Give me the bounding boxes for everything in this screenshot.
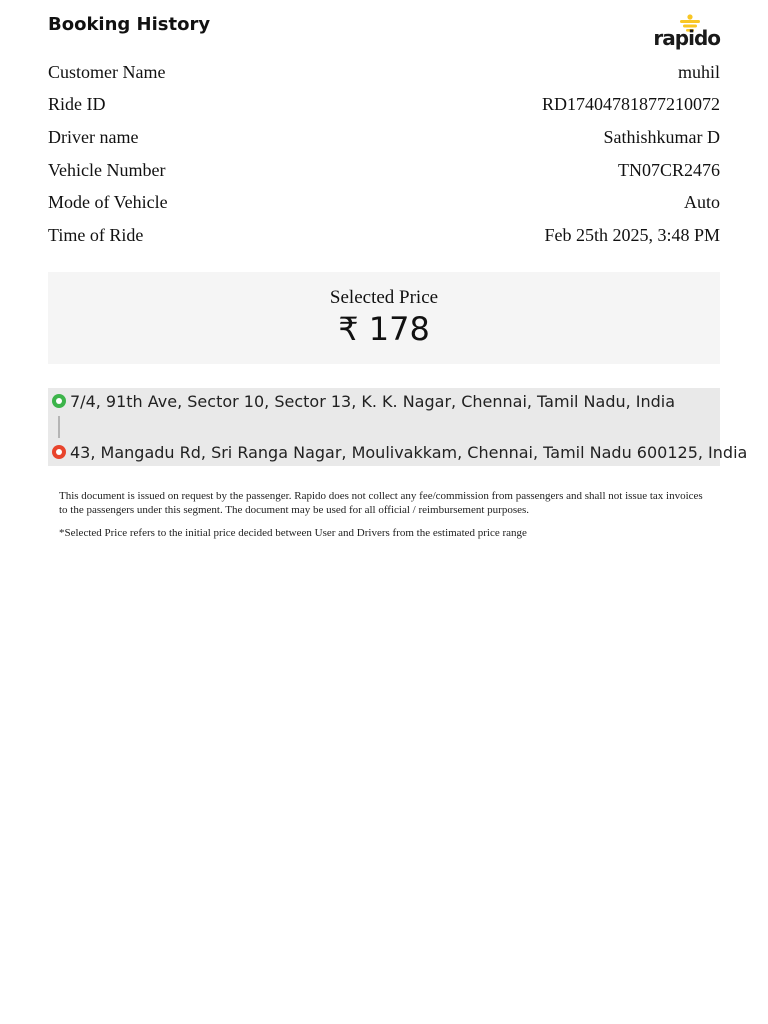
detail-value: Feb 25th 2025, 3:48 PM (544, 224, 720, 245)
route-box (48, 388, 748, 466)
drop-location (48, 439, 748, 465)
rapido-logo (653, 14, 720, 54)
page-title: Booking History (48, 14, 211, 35)
detail-value: muhil (677, 61, 720, 82)
detail-row-driver-name (48, 121, 720, 154)
detail-label: Time of Ride (48, 224, 144, 245)
detail-label: Ride ID (48, 94, 106, 115)
detail-row-time-of-ride (48, 219, 720, 252)
detail-label: Customer Name (48, 61, 166, 82)
logo-wordmark: rapido (653, 26, 720, 50)
detail-label: Driver name (48, 126, 139, 147)
detail-row-ride-id (48, 89, 720, 122)
route-connector-line (58, 416, 60, 438)
detail-row-vehicle-number (48, 154, 720, 187)
detail-label: Vehicle Number (48, 159, 166, 180)
selected-price-label: Selected Price (329, 287, 439, 308)
detail-value: Auto (684, 192, 720, 213)
header (48, 0, 720, 56)
disclaimer-text: This document is issued on request by the passenger. Rapido does not collect any fee/commission from passengers and shall not issue tax invoices to the passengers under this segment. The document may be used for all official / reimbursement purposes. (59, 490, 703, 516)
selected-price-box (48, 272, 720, 364)
detail-value: TN07CR2476 (617, 159, 720, 180)
detail-row-customer-name (48, 56, 720, 89)
drop-address: 43, Mangadu Rd, Sri Ranga Nagar, Moulivakkam, Chennai, Tamil Nadu 600125, India (70, 442, 748, 462)
price-footnote: *Selected Price refers to the initial price decided between User and Drivers from the estimated price range (59, 527, 527, 539)
ride-details (48, 56, 720, 252)
pickup-marker-icon (52, 394, 66, 408)
drop-marker-icon (52, 445, 66, 459)
detail-label: Mode of Vehicle (48, 192, 168, 213)
selected-price-value: ₹ 178 (338, 310, 430, 348)
detail-row-mode-of-vehicle (48, 186, 720, 219)
pickup-address: 7/4, 91th Ave, Sector 10, Sector 13, K. K. Nagar, Chennai, Tamil Nadu, India (70, 391, 676, 411)
pickup-location (48, 388, 720, 414)
detail-value: Sathishkumar D (603, 126, 720, 147)
detail-value: RD17404781877210072 (541, 94, 720, 115)
